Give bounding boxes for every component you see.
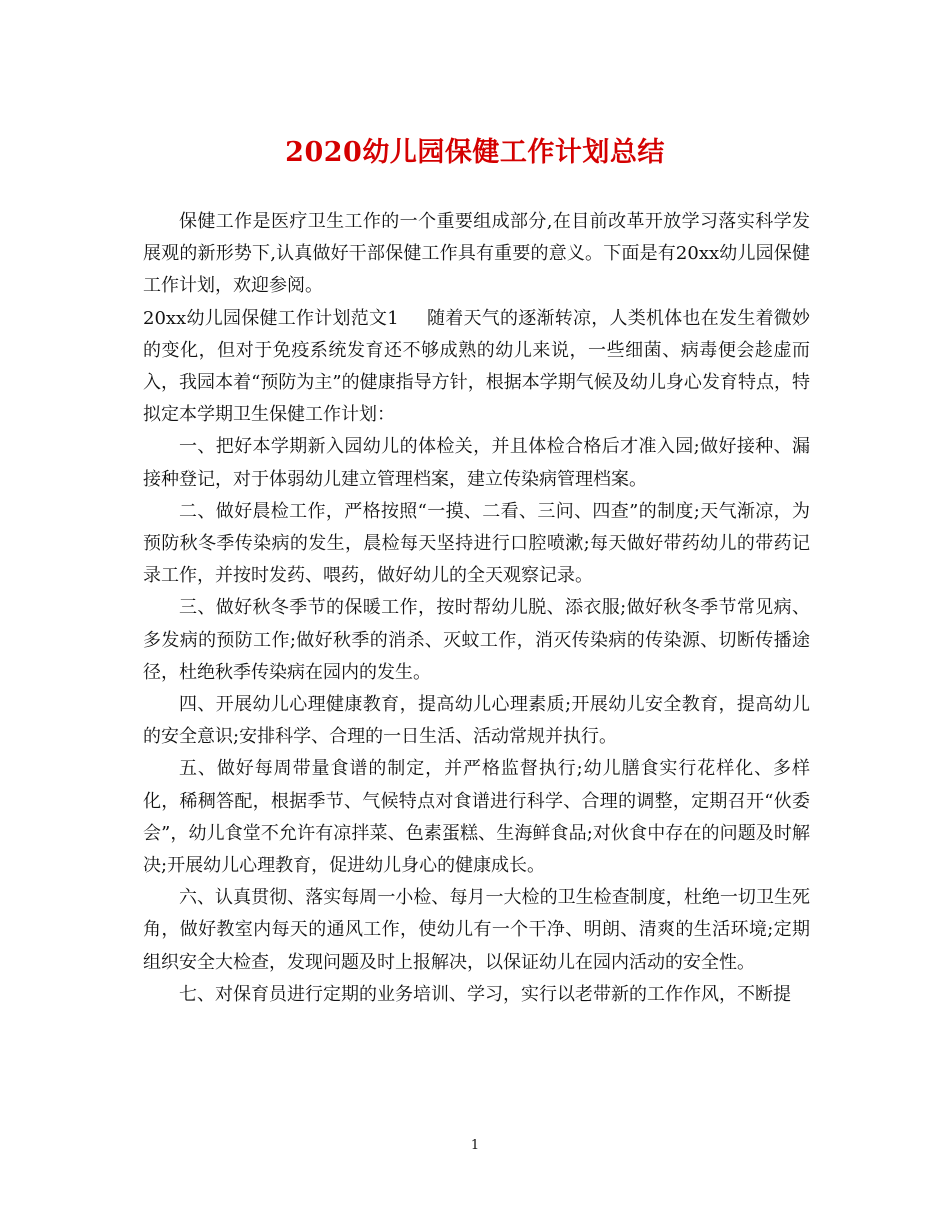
sample-paragraph: [143, 303, 810, 432]
intro-paragraph: 保健工作是医疗卫生工作的一个重要组成部分,在目前改革开放学习落实科学发展观的新形势下,认真做好干部保健工作具有重要的意义。下面是有20xx幼儿园保健工作计划，欢迎参阅。: [143, 211, 810, 297]
sample-intro-text: 随着天气的逐渐转凉，人类机体也在发生着微妙的变化，但对于免疫系统发育还不够成熟的幼儿来说，一些细菌、病毒便会趁虚而入，我园本着“预防为主”的健康指导方针，根据本学期气候及幼儿身心发育特点，特拟定本学期卫生保健工作计划：: [143, 307, 810, 426]
plan-item: 五、做好每周带量食谱的制定，并严格监督执行;幼儿膳食实行花样化、多样化，稀稠答配，根据季节、气候特点对食谱进行科学、合理的调整，定期召开“伙委会”，幼儿食堂不允许有凉拌菜、色素蛋糕、生海鲜食品;对伙食中存在的问题及时解决;开展幼儿心理教育，促进幼儿身心的健康成长。: [143, 758, 810, 877]
sample-heading: 20xx幼儿园保健工作计划范文1: [143, 307, 399, 329]
plan-item: 一、把好本学期新入园幼儿的体检关，并且体检合格后才准入园;做好接种、漏接种登记，对于体弱幼儿建立管理档案，建立传染病管理档案。: [143, 436, 810, 490]
plan-item: 四、开展幼儿心理健康教育，提高幼儿心理素质;开展幼儿安全教育，提高幼儿的安全意识;安排科学、合理的一日生活、活动常规并执行。: [143, 694, 810, 748]
document-title: 2020幼儿园保健工作计划总结: [285, 137, 665, 168]
plan-item: 六、认真贯彻、落实每周一小检、每月一大检的卫生检查制度，杜绝一切卫生死角，做好教室内每天的通风工作，使幼儿有一个干净、明朗、清爽的生活环境;定期组织安全大检查，发现问题及时上报解决，以保证幼儿在园内活动的安全性。: [143, 887, 810, 973]
plan-item: 三、做好秋冬季节的保暖工作，按时帮幼儿脱、添衣服;做好秋冬季节常见病、多发病的预防工作;做好秋季的消杀、灭蚊工作，消灭传染病的传染源、切断传播途径，杜绝秋季传染病在园内的发生。: [143, 597, 810, 683]
plan-item: 七、对保育员进行定期的业务培训、学习，实行以老带新的工作作风，不断提: [179, 983, 791, 1005]
document-body: [143, 206, 810, 1011]
page-number: 1: [470, 1138, 480, 1153]
plan-item: 二、做好晨检工作，严格按照“一摸、二看、三问、四查”的制度;天气渐凉，为预防秋冬季传染病的发生，晨检每天坚持进行口腔喷漱;每天做好带药幼儿的带药记录工作，并按时发药、喂药，做好幼儿的全天观察记录。: [143, 500, 810, 587]
